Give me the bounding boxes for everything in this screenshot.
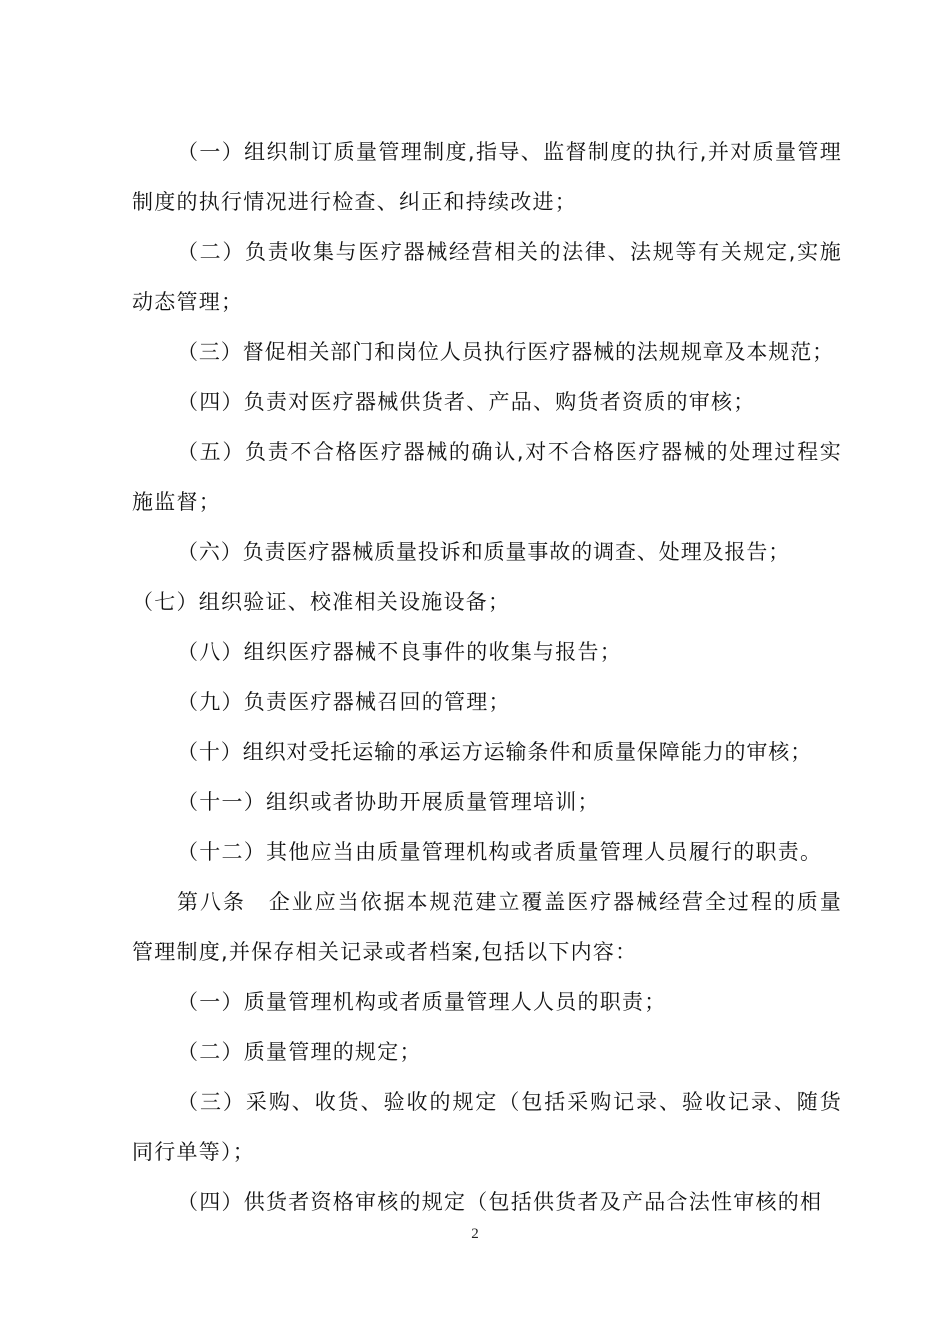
article-8-intro: 第八条 企业应当依据本规范建立覆盖医疗器械经营全过程的质量管理制度,并保存相关记录或者档案,包括以下内容： [132,890,842,964]
clause-item-12: （十二）其他应当由质量管理机构或者质量管理人员履行的职责。 [177,840,823,864]
clause-item-4: （四）负责对医疗器械供货者、产品、购货者资质的审核； [177,390,756,414]
clause-item-7: （七）组织验证、校准相关设施设备； [132,590,511,614]
clause-item-5: （五）负责不合格医疗器械的确认,对不合格医疗器械的处理过程实施监督； [132,440,842,514]
document-body [132,127,842,1227]
clause-item-9: （九）负责医疗器械召回的管理； [177,690,511,714]
clause-item-2: （二）负责收集与医疗器械经营相关的法律、法规等有关规定,实施动态管理； [132,240,842,314]
clause-item-3: （三）督促相关部门和岗位人员执行医疗器械的法规规章及本规范； [177,340,834,364]
system-item-4: （四）供货者资格审核的规定（包括供货者及产品合法性审核的相 [177,1190,823,1214]
clause-item-11: （十一）组织或者协助开展质量管理培训； [177,790,600,814]
clause-item-8: （八）组织医疗器械不良事件的收集与报告； [177,640,622,664]
clause-item-1: （一）组织制订质量管理制度,指导、监督制度的执行,并对质量管理制度的执行情况进行检查、纠正和持续改进； [132,140,842,214]
page-number: 2 [471,1226,479,1242]
system-item-1: （一）质量管理机构或者质量管理人人员的职责； [177,990,667,1014]
clause-item-6: （六）负责医疗器械质量投诉和质量事故的调查、处理及报告； [177,540,791,564]
system-item-3: （三）采购、收货、验收的规定（包括采购记录、验收记录、随货同行单等）； [132,1090,842,1164]
system-item-2: （二）质量管理的规定； [177,1040,422,1064]
clause-item-10: （十）组织对受托运输的承运方运输条件和质量保障能力的审核； [177,740,813,764]
